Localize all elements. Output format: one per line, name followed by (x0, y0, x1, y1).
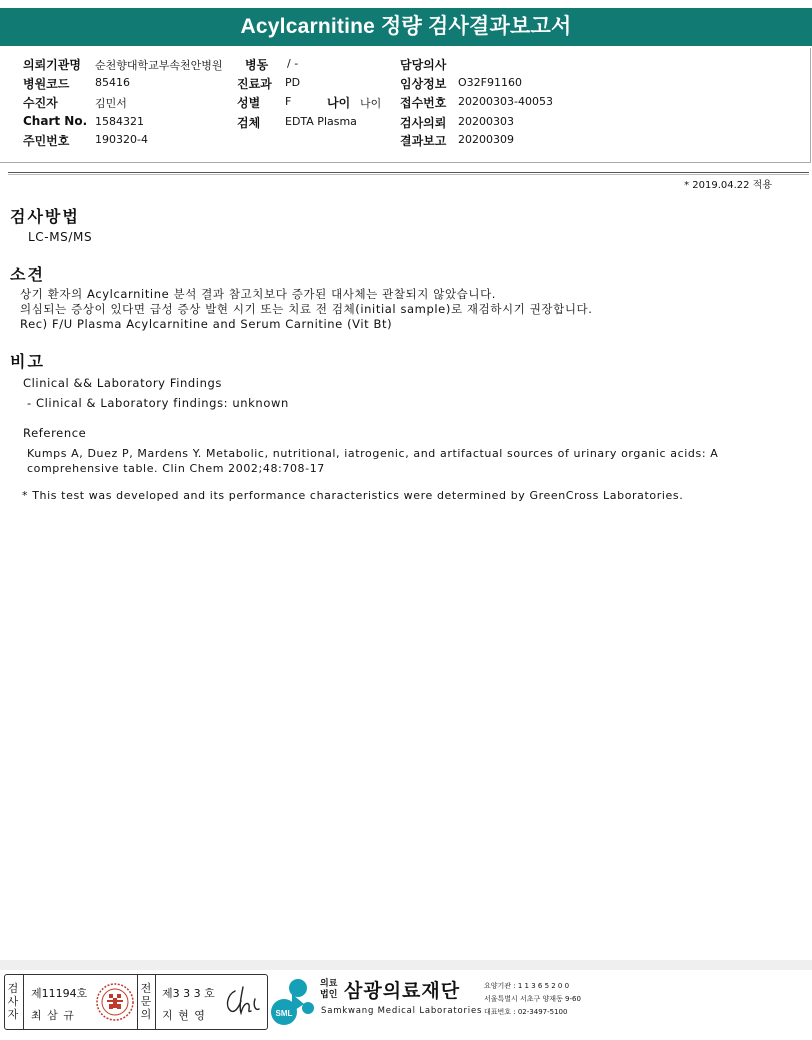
signer2-license: 제3 3 3 호 (162, 987, 215, 1000)
org-name-english: Samkwang Medical Laboratories (321, 1006, 483, 1016)
signature-box (4, 974, 268, 1030)
findings-line: Rec) F/U Plasma Acylcarnitine and Serum Carnitine (Vit Bt) (20, 317, 393, 331)
info-value-age: 나이 (360, 97, 382, 110)
signer1-label-char: 자 (7, 1008, 19, 1021)
signer1-label (6, 982, 20, 1021)
contact-line: 서울특별시 서초구 양재동 9-60 (484, 995, 581, 1003)
signer2-label (139, 982, 153, 1021)
info-value-hospital-code: 85416 (95, 76, 130, 89)
method-heading: 검사방법 (10, 207, 80, 226)
method-text: LC-MS/MS (28, 230, 93, 244)
sml-logo-icon (270, 976, 318, 1026)
info-value-sex: F (285, 95, 292, 108)
info-label-specimen: 검체 (237, 116, 261, 130)
signer1-label-char: 검 (7, 982, 19, 995)
org-name: 삼광의료재단 (344, 980, 461, 1002)
info-label-doctor: 담당의사 (400, 58, 447, 72)
corp-type-line: 법인 (320, 990, 338, 1000)
info-value-ward: / - (287, 57, 299, 70)
info-value-department: PD (285, 76, 301, 89)
findings-line: 상기 환자의 Acylcarnitine 분석 결과 참고치보다 증가된 대사체는 관찰되지 않았습니다. (20, 287, 497, 301)
info-label-sex: 성별 (237, 96, 261, 110)
info-value-request-date: 20200303 (458, 115, 514, 128)
signer1-name: 최 삼 규 (31, 1009, 75, 1022)
findings-text (20, 287, 800, 332)
reference-text (27, 446, 797, 476)
signbox-divider (155, 975, 156, 1029)
info-label-institution: 의뢰기관명 (23, 58, 81, 72)
signer2-name: 지 현 영 (162, 1009, 206, 1022)
signbox-divider (137, 975, 138, 1029)
info-label-age: 나이 (327, 96, 351, 110)
remarks-heading: 비고 (10, 352, 45, 371)
info-value-specimen: EDTA Plasma (285, 115, 357, 128)
contact-line: 대표번호 : 02-3497-5100 (484, 1008, 568, 1016)
signer2-label-char: 문 (140, 995, 152, 1008)
corp-type-label (320, 979, 337, 1001)
info-value-chart-no: 1584321 (95, 115, 144, 128)
info-label-department: 진료과 (237, 77, 272, 91)
signer2-label-char: 의 (140, 1008, 152, 1021)
report-title: Acylcarnitine 정량 검사결과보고서 (0, 8, 812, 46)
clinical-heading: Clinical && Laboratory Findings (23, 376, 222, 390)
sml-logo-text: SML (275, 1009, 293, 1018)
signbox-divider (23, 975, 24, 1029)
section-divider (8, 172, 809, 173)
signature-icon (223, 985, 263, 1019)
info-label-resident-no: 주민번호 (23, 134, 70, 148)
findings-heading: 소견 (10, 265, 45, 284)
footer-band (0, 960, 812, 970)
seal-stamp-icon (95, 982, 135, 1022)
info-value-receipt-no: 20200303-40053 (458, 95, 553, 108)
reference-line: comprehensive table. Clin Chem 2002;48:708-17 (27, 462, 325, 475)
info-label-ward: 병동 (245, 58, 269, 72)
info-label-patient: 수진자 (23, 96, 58, 110)
signer2-label-char: 전 (140, 982, 152, 995)
footer (0, 970, 812, 1040)
info-label-chart-no: Chart No. (23, 114, 88, 128)
info-label-hospital-code: 병원코드 (23, 77, 70, 91)
findings-line: 의심되는 증상이 있다면 급성 증상 발현 시기 또는 치료 전 검체(initial sample)로 재검하시기 권장합니다. (20, 302, 593, 316)
contact-info (484, 980, 581, 1019)
reference-heading: Reference (23, 426, 87, 440)
signer1-license: 제11194호 (31, 987, 88, 1000)
info-value-resident-no: 190320-4 (95, 133, 148, 146)
corp-type-line: 의료 (320, 979, 338, 989)
clinical-text: - Clinical & Laboratory findings: unknown (27, 396, 289, 410)
disclaimer-text: * This test was developed and its performance characteristics were determined by GreenCross Laboratories. (22, 489, 684, 502)
info-label-report-date: 결과보고 (400, 134, 447, 148)
section-divider-shadow (8, 174, 809, 175)
signer1-label-char: 사 (7, 995, 19, 1008)
info-label-clinical-info: 임상정보 (400, 77, 447, 91)
info-value-clinical-info: O32F91160 (458, 76, 522, 89)
version-note: * 2019.04.22 적용 (684, 180, 772, 191)
reference-line: Kumps A, Duez P, Mardens Y. Metabolic, nutritional, iatrogenic, and artifactual sources of urinary organic acids: A (27, 447, 719, 460)
patient-info-panel (0, 48, 811, 163)
info-value-patient: 김민서 (95, 97, 127, 110)
info-value-institution: 순천향대학교부속천안병원 (95, 59, 223, 72)
contact-line: 요양기관 : 1 1 3 6 5 2 0 0 (484, 982, 570, 990)
info-value-report-date: 20200309 (458, 133, 514, 146)
info-label-receipt-no: 접수번호 (400, 96, 447, 110)
info-label-request-date: 검사의뢰 (400, 116, 447, 130)
